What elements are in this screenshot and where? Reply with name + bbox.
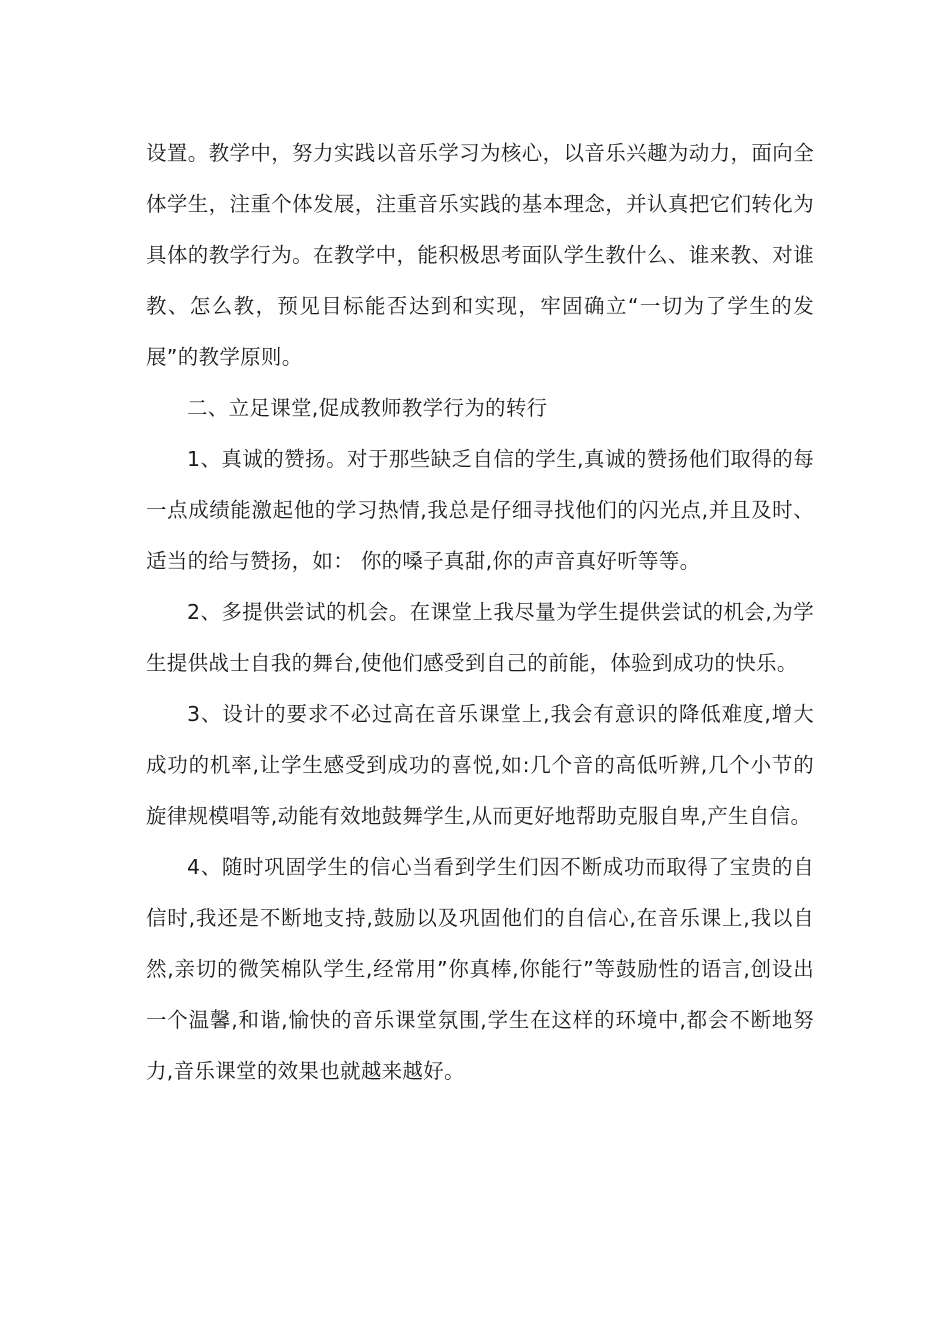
paragraph-item-4: 4、随时巩固学生的信心当看到学生们因不断成功而取得了宝贵的自信时,我还是不断地支持,鼓励以及巩固他们的自信心,在音乐课上,我以自然,亲切的微笑棉队学生,经常用”你真棒,你能行”等鼓励性的语言,创设出一个温馨,和谐,愉快的音乐课堂氛围,学生在这样的环境中,都会不断地努力,音乐课堂的效果也就越来越好。 <box>146 855 814 1083</box>
paragraph-item-3: 3、设计的要求不必过高在音乐课堂上,我会有意识的降低难度,增大成功的机率,让学生感受到成功的喜悦,如:几个音的高低听辨,几个小节的旋律规模唱等,动能有效地鼓舞学生,从而更好地帮助克服自卑,产生自信。 <box>146 702 814 828</box>
document-body <box>146 128 814 1097</box>
paragraph-item-1: 1、真诚的赞扬。对于那些缺乏自信的学生,真诚的赞扬他们取得的每一点成绩能激起他的学习热情,我总是仔细寻找他们的闪光点,并且及时、适当的给与赞扬，如： 你的嗓子真甜,你的声音真好听等等。 <box>146 447 814 573</box>
paragraph-item-2: 2、多提供尝试的机会。在课堂上我尽量为学生提供尝试的机会,为学生提供战士自我的舞台,使他们感受到自己的前能，体验到成功的快乐。 <box>146 600 814 675</box>
section-heading: 二、立足课堂,促成教师教学行为的转行 <box>187 396 548 420</box>
paragraph-continuation: 设置。教学中，努力实践以音乐学习为核心，以音乐兴趣为动力，面向全体学生，注重个体发展，注重音乐实践的基本理念，并认真把它们转化为具体的教学行为。在教学中，能积极思考面队学生教什么、谁来教、对谁教、怎么教，预见目标能否达到和实现，牢固确立“一切为了学生的发展”的教学原则。 <box>146 141 814 369</box>
